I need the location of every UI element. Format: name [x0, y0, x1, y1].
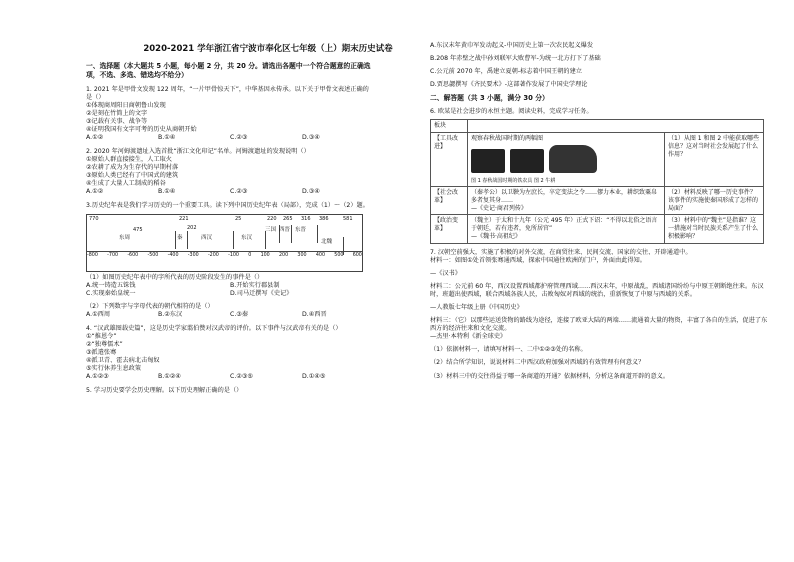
timeline-ticks: -800 -700 -600 -500 -400 -300 -200 -100 0 100 200 300 400 500 600 — [87, 252, 362, 258]
right-column — [430, 42, 770, 381]
timeline-mark: 581 — [343, 215, 353, 222]
left-column — [86, 62, 374, 395]
q3-stem: 3.历史纪年表是我们学习历史的一个重要工具。读下列中国历史纪年表（局部），完成（1）～（2）题。 — [86, 202, 369, 210]
option[interactable]: D.④西晋 — [302, 310, 327, 318]
table-header-row — [431, 120, 764, 133]
option[interactable]: D.①④⑤ — [302, 373, 326, 381]
row-question: （2）材料反映了哪一历史事件？该事件的实施使秦国形成了怎样的局面？ — [665, 187, 764, 215]
row-content: （秦孝公）以卫鞅为左庶长，卒定变法之令……僇力本业，耕织致粟帛多者复其身…… —《史记·商君列传》 — [468, 187, 665, 215]
question-4 — [86, 325, 374, 381]
q4-options — [86, 373, 374, 381]
option[interactable]: C.实现秦始皇统一 — [86, 289, 136, 297]
q4-item: ⑤实行休养生息政策 — [86, 365, 142, 373]
table-row — [431, 187, 764, 215]
history-timeline — [86, 214, 363, 272]
q4-stem: 4. “汉武雄图载史篇”，这是历史学家翦伯赞对汉武帝的评价。以下事件与汉武帝有关的是（） — [86, 324, 342, 332]
timeline-mark: 202 — [187, 224, 197, 231]
option[interactable]: B.①②④ — [158, 373, 181, 381]
row-question: （3）材料中的“魏主”是指谁？这一措施对当时民族关系产生了什么积极影响？ — [665, 215, 764, 243]
q7-material-3: 材料三：（它）以那些运送货物的路线为途径，连接了欧亚大陆的两端……流通着大量的物资，丰富了各自的生活，促进了东西方的经济往来和文化交流。 — [430, 317, 768, 333]
row-source: —《魏书·高祖纪》 — [471, 233, 521, 241]
timeline-mark: 770 — [89, 215, 99, 222]
period-dongjin: 东晋 — [291, 225, 318, 243]
option[interactable]: B.开始实行郡县制 — [230, 281, 280, 289]
page-title: 2020-2021 学年浙江省宁波市奉化区七年级（上）期末历史试卷 — [143, 44, 393, 54]
iron-tool-image — [471, 149, 505, 173]
q3-sub2: （2）下列数字与字母代表的朝代相符的是（） — [86, 302, 214, 310]
q4-item: ③派遣张骞 — [86, 349, 117, 357]
q1-item: ③记载有关事、战争等 — [86, 117, 148, 125]
q4-item: ④派卫青、霍去病北击匈奴 — [86, 357, 160, 365]
option[interactable]: D.③④ — [302, 188, 320, 196]
timeline-mark: 25 — [235, 215, 242, 222]
material-table — [430, 119, 764, 244]
q7-source: —人教版七年级上册《中国历史》 — [430, 304, 523, 312]
q5-option[interactable]: D.贾思勰撰写《齐民要术》-这部著作发展了中国史学理论 — [430, 81, 588, 89]
period-donghan: 东汉 — [233, 231, 266, 249]
table-col-header: 板块 — [431, 120, 468, 133]
row-question: （1）从图 1 和图 2 中能获取哪些信息？这对当时社会发展起了什么作用？ — [665, 132, 764, 186]
q2-item: ③原始人类已经有了中国式的建筑 — [86, 172, 179, 180]
question-1 — [86, 86, 374, 142]
question-2 — [86, 148, 374, 196]
option[interactable]: A.①② — [86, 134, 104, 142]
q7-source: —杰里·本特利《新全球史》 — [430, 333, 507, 341]
sub-question: （3）材料三中的交往得益于哪一条商道的开通？依据材料，分析这条商道开辟的意义。 — [430, 372, 670, 380]
q7-note: 材料一：如图①处首领张骞通西域，探索中国通往欧洲的门户，外面由此得知。 — [430, 256, 646, 264]
q5-option[interactable]: C.公元前 2070 年，禹建立夏朝-标志着中国王朝的建立 — [430, 68, 582, 76]
option[interactable]: C.②③⑤ — [230, 373, 253, 381]
row-label: 【社会改革】 — [431, 187, 468, 215]
q2-stem: 2. 2020 年河姆渡遗址入选首批“浙江文化印记”名单。河姆渡遗址的发现说明（） — [86, 148, 310, 156]
q2-item: ②农耕了成为为生存代的早期村落 — [86, 164, 179, 172]
timeline-mark: 475 — [133, 226, 143, 233]
period-dongzhou: 东周 — [89, 231, 176, 249]
q4-item: ②“独尊儒术” — [86, 340, 123, 348]
option[interactable]: A.统一铸造五铢钱 — [86, 281, 136, 289]
q3-sub1-options-row1 — [86, 282, 374, 290]
row-label: 【工具改进】 — [431, 132, 468, 186]
q5-option[interactable]: A.东汉末年黄巾军发动起义-中国历史上第一次农民起义爆发 — [430, 42, 594, 49]
option[interactable]: D.司马迁撰写《史记》 — [230, 289, 293, 297]
section2-heading: 二、解答题（共 3 小题，满分 30 分） — [430, 94, 549, 103]
period-xijin: 西晋 — [279, 225, 292, 243]
q7-source: —《汉书》 — [430, 269, 461, 277]
option[interactable]: C.②③ — [230, 134, 248, 142]
q1-item: ①体现商周阳日商朝鲁山发现 — [86, 101, 166, 109]
period-qin: 秦 — [175, 231, 188, 249]
timeline-mark: 220 — [267, 215, 277, 222]
question-5 — [86, 387, 374, 395]
sub-question: （1）依据材料一，请填写材料一、二中①②③处的名称。 — [430, 346, 587, 354]
sub-question: （2）结合所学知识，说说材料二中西汉政府加强对西域的有效管理有何意义？ — [430, 359, 645, 367]
q2-item: ①原始人群直接接生，人工取火 — [86, 156, 172, 164]
q5-stem: 5. 学习历史要学会历史理解。以下历史理解正确的是（） — [86, 387, 243, 395]
image-caption: 图 1 春秋战国时期的铁农具 图 2 牛耕 — [471, 177, 556, 184]
row-content: （魏主）于太和十九年（公元 495 年）正式下诏：“不得以北俗之语言于朝廷，若有违者，免所居官” —《魏书·高祖纪》 — [468, 215, 665, 243]
row-label: 【政治变革】 — [431, 215, 468, 243]
q3-sub1: （1）如图历史纪年表中的字所代表的历史阶段发生的事件是（） — [86, 273, 264, 281]
option[interactable]: A.①②③ — [86, 373, 109, 381]
iron-tool-image — [510, 149, 544, 173]
option[interactable]: A.①② — [86, 188, 104, 196]
option[interactable]: A.①西周 — [86, 310, 111, 318]
q6-intro: 6. 欧某是社会进步的永恒主题。阅读史料，完成学习任务。 — [430, 108, 593, 116]
timeline-mark: 221 — [179, 215, 189, 222]
q1-item: ②是刻在竹简上的文字 — [86, 109, 148, 117]
q3-sub2-options — [86, 311, 374, 319]
q4-item: ①“推恩令” — [86, 332, 117, 340]
q3-sub1-options-row2 — [86, 290, 374, 298]
option[interactable]: D.③④ — [302, 134, 320, 142]
option[interactable]: C.②③ — [230, 188, 248, 196]
option[interactable]: B.①④ — [158, 134, 176, 142]
q1-options — [86, 134, 374, 142]
q2-options — [86, 188, 374, 196]
table-header-blank — [468, 120, 764, 133]
q7-intro: 7. 汉朝空前强大，实施了积极的对外交流，在商贸往来、民间交流、国家的交往、开辟通道中。 — [430, 248, 692, 256]
q2-item: ④生成了大量人工制成的稻谷 — [86, 180, 166, 188]
timeline-axis — [87, 251, 362, 252]
ox-plough-image — [549, 145, 597, 173]
option[interactable]: B.①④ — [158, 188, 176, 196]
row-images — [471, 145, 661, 176]
option[interactable]: B.②东汉 — [158, 310, 183, 318]
table-row — [431, 215, 764, 243]
q7-material-2: 材料二：公元前 60 年，西汉设置西域都护府管理西域……西汉末年，中原战乱，西域诸国纷纷与中原王朝断绝往来。东汉时，班超出使西域，联合西域各族人民，击败匈奴对西域的统治，重新恢复了中原与西域的关系。 — [430, 283, 764, 299]
timeline-mark: 386 — [319, 215, 329, 222]
timeline-mark: 316 — [301, 215, 311, 222]
row-source: —《史记·商君列传》 — [471, 204, 527, 212]
period-sanguo: 三国 — [265, 225, 280, 243]
row-content: 观察春秋战国时期的两幅图 图 1 春秋战国时期的铁农具 图 2 牛耕 — [468, 132, 665, 186]
period-xihan: 西汉 — [187, 231, 234, 249]
q5-option[interactable]: B.208 年赤壁之战中孙刘联军大败曹军-为统一北方打下了基础 — [430, 55, 601, 63]
timeline-mark: 265 — [283, 215, 293, 222]
question-3 — [86, 202, 374, 318]
table-row — [431, 132, 764, 186]
period-beiwei: 北魏 — [317, 237, 344, 255]
q1-item: ④证明我国有文字可考的历史从商朝开始 — [86, 125, 197, 133]
q1-stem: 1. 2021 年是甲骨文发现 122 周年，“一片甲骨惊天下”，中华基因永传承。以下关于甲骨文表述正确的是（） — [86, 85, 369, 101]
option[interactable]: C.③秦 — [230, 310, 249, 318]
section1-heading: 一、选择题（本大题共 5 小题，每小题 2 分，共 20 分。请选出各题中一个符合题意的正确选项，不选、多选、错选均不给分） — [86, 62, 371, 79]
